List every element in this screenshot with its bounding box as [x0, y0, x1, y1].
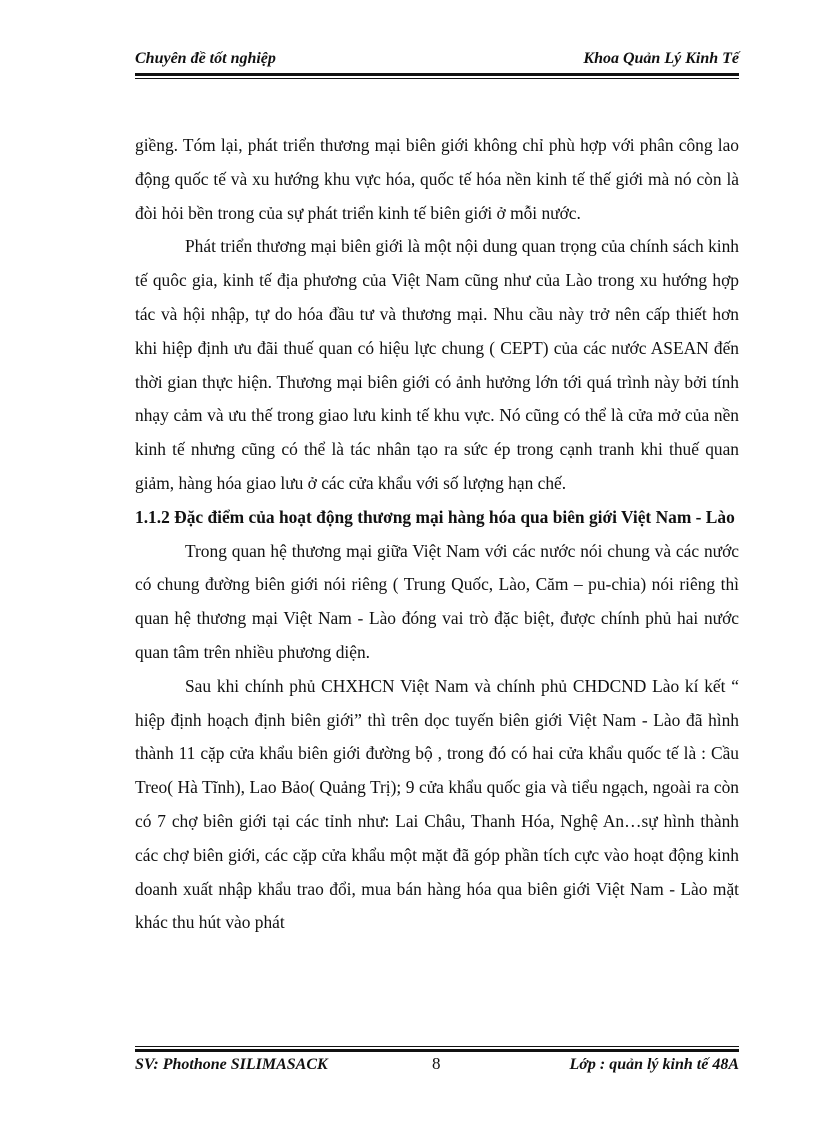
page-body [135, 129, 739, 940]
footer-rule-thin [135, 1046, 739, 1047]
paragraph-2: Phát triển thương mại biên giới là một nội dung quan trọng của chính sách kinh tế quôc gia, kinh tế địa phương của Việt Nam cũng như của Lào trong xu hướng hợp tác và hội nhập, tự do hóa đầu tư và thương mại. Nhu cầu này trở nên cấp thiết hơn khi hiệp định ưu đãi thuế quan có hiệu lực chung ( CEPT) của các nước ASEAN đến thời gian thực hiện. Thương mại biên giới có ảnh hưởng lớn tới quá trình này bởi tính nhạy cảm và ưu thế trong giao lưu kinh tế khu vực. Nó cũng có thể là cửa mở của nền kinh tế nhưng cũng có thể là tác nhân tạo ra sức ép trong cạnh tranh khi thuế quan giảm, hàng hóa giao lưu ở các cửa khẩu với số lượng hạn chế. [135, 236, 739, 493]
paragraph-1: giềng. Tóm lại, phát triển thương mại biên giới không chỉ phù hợp với phân công lao động quốc tế và xu hướng khu vực hóa, quốc tế hóa nền kinh tế thế giới mà nó còn là đòi hỏi bền trong của sự phát triển kinh tế biên giới ở mỗi nước. [135, 135, 739, 223]
page-header [135, 50, 739, 72]
footer-rule-thick [135, 1049, 739, 1052]
page-footer [135, 1054, 739, 1076]
paragraph-4: Sau khi chính phủ CHXHCN Việt Nam và chính phủ CHDCND Lào kí kết “ hiệp định hoạch định biên giới” thì trên dọc tuyến biên giới Việt Nam - Lào đã hình thành 11 cặp cửa khẩu biên giới đường bộ , trong đó có hai cửa khẩu quốc tế là : Cầu Treo( Hà Tĩnh), Lao Bảo( Quảng Trị); 9 cửa khẩu quốc gia và tiểu ngạch, ngoài ra còn có 7 chợ biên giới tại các tỉnh như: Lai Châu, Thanh Hóa, Nghệ An…sự hình thành các chợ biên giới, các cặp cửa khẩu một mặt đã góp phần tích cực vào hoạt động kinh doanh xuất nhập khẩu trao đổi, mua bán hàng hóa qua biên giới Việt Nam - Lào mặt khác thu hút vào phát [135, 675, 739, 933]
header-faculty: Khoa Quản Lý Kinh Tế [583, 50, 739, 67]
paragraph-3: Trong quan hệ thương mại giữa Việt Nam với các nước nói chung và các nước có chung đường biên giới nói riêng ( Trung Quốc, Lào, Căm – pu-chia) nói riêng thì quan hệ thương mại Việt Nam - Lào đóng vai trò đặc biệt, được chính phủ hai nước quan tâm trên nhiều phương diện. [135, 540, 739, 662]
footer-student-name: SV: Phothone SILIMASACK [135, 1056, 328, 1073]
section-heading: 1.1.2 Đặc điểm của hoạt động thương mại hàng hóa qua biên giới Việt Nam - Lào [135, 506, 735, 527]
page-number: 8 [432, 1054, 441, 1073]
header-rule-thick [135, 73, 739, 76]
header-document-type: Chuyên đề tốt nghiệp [135, 50, 276, 67]
header-rule-thin [135, 78, 739, 79]
footer-class: Lớp : quản lý kinh tế 48A [569, 1056, 739, 1073]
